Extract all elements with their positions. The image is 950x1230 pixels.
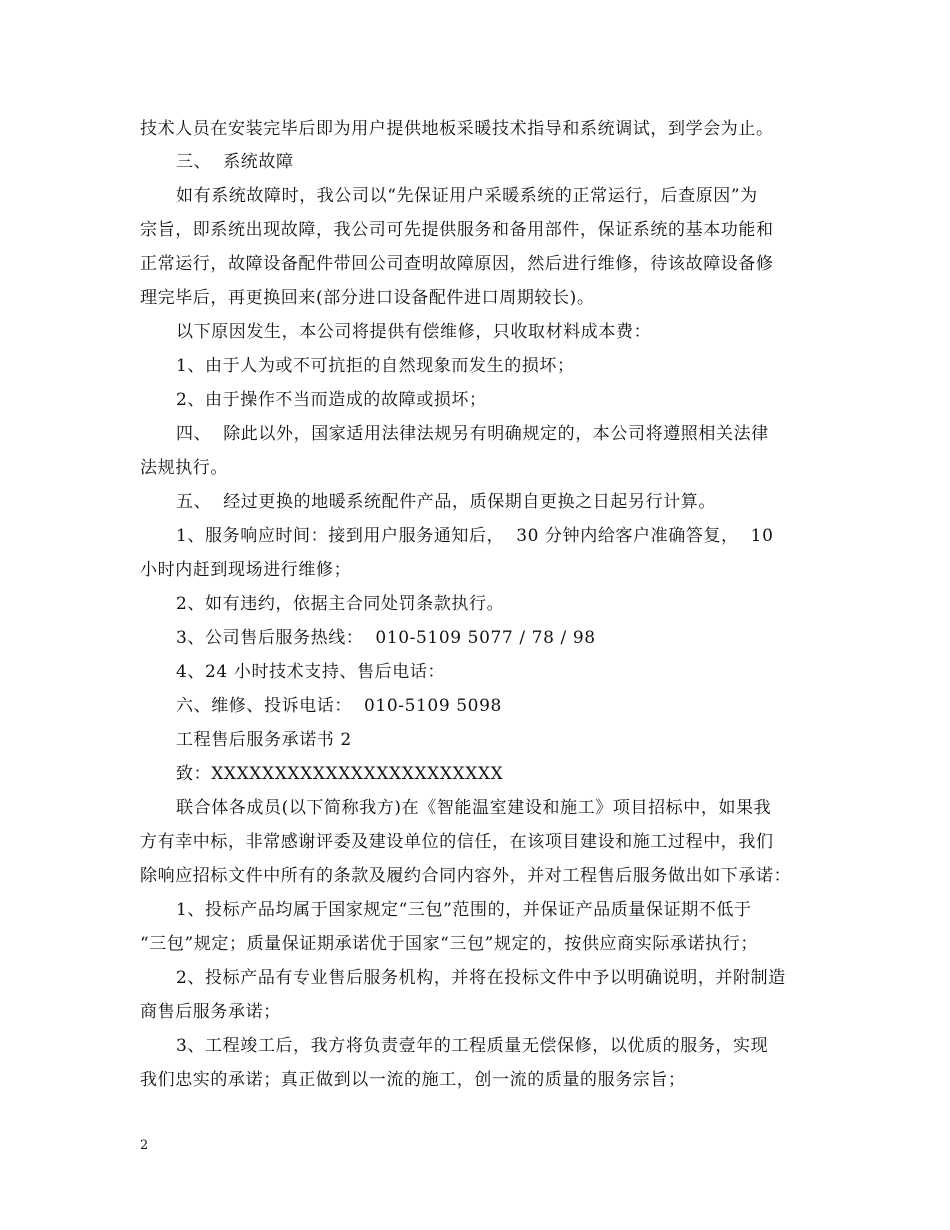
section-heading: 四、 除此以外，国家适用法律法规另有明确规定的，本公司将遵照相关法律 — [176, 424, 769, 444]
text-line: 小时内赶到现场进行维修； — [140, 560, 352, 580]
text-line: 宗旨，即系统出现故障，我公司可先提供服务和备用部件，保证系统的基本功能和 — [140, 220, 774, 240]
document-title: 工程售后服务承诺书 2 — [176, 730, 352, 750]
list-item: 2、如有违约，依据主合同处罚条款执行。 — [176, 594, 505, 614]
text-line: 技术人员在安装完毕后即为用户提供地板采暖技术指导和系统调试，到学会为止。 — [140, 119, 774, 139]
text-line: 我们忠实的承诺；真正做到以一流的施工，创一流的质量的服务宗旨； — [140, 1070, 686, 1090]
text-line: 方有幸中标，非常感谢评委及建设单位的信任，在该项目建设和施工过程中，我们 — [140, 832, 774, 852]
text-line: 以下原因发生，本公司将提供有偿维修，只收取材料成本费： — [176, 322, 652, 342]
text-line: 理完毕后，再更换回来(部分进口设备配件进口周期较长)。 — [140, 288, 595, 308]
text-line: 正常运行，故障设备配件带回公司查明故障原因，然后进行维修，待该故障设备修 — [140, 254, 774, 274]
text-line: “三包”规定；质量保证期承诺优于国家“三包”规定的，按供应商实际承诺执行； — [140, 934, 758, 954]
addressee: 致：XXXXXXXXXXXXXXXXXXXXXXX — [176, 764, 504, 784]
list-item: 3、公司售后服务热线： 010-5109 5077 / 78 / 98 — [176, 628, 596, 648]
section-heading: 六、维修、投诉电话： 010-5109 5098 — [176, 696, 502, 716]
list-item: 4、24 小时技术支持、售后电话： — [176, 662, 446, 682]
text-line: 商售后服务承诺； — [140, 1002, 281, 1022]
text-line: 联合体各成员(以下简称我方)在《智能温室建设和施工》项目招标中，如果我 — [176, 798, 772, 818]
text-line: 如有系统故障时，我公司以“先保证用户采暖系统的正常运行，后查原因”为 — [176, 186, 758, 206]
page-number: 2 — [140, 1138, 149, 1153]
section-heading: 五、 经过更换的地暖系统配件产品，质保期自更换之日起另行计算。 — [176, 492, 717, 512]
list-item: 1、由于人为或不可抗拒的自然现象而发生的损坏； — [176, 356, 575, 376]
text-line: 除响应招标文件中所有的条款及履约合同内容外，并对工程售后服务做出如下承诺： — [140, 866, 792, 886]
list-item: 2、由于操作不当而造成的故障或损坏； — [176, 390, 487, 410]
list-item: 2、投标产品有专业售后服务机构，并将在投标文件中予以明确说明，并附制造 — [176, 968, 786, 988]
list-item: 3、工程竣工后，我方将负责壹年的工程质量无偿保修，以优质的服务，实现 — [176, 1036, 769, 1056]
list-item: 1、投标产品均属于国家规定“三包”范围的，并保证产品质量保证期不低于 — [176, 900, 752, 920]
section-heading: 三、 系统故障 — [176, 152, 294, 172]
list-item: 1、服务响应时间：接到用户服务通知后， 30 分钟内给客户准确答复， 10 — [176, 526, 774, 546]
text-line: 法规执行。 — [140, 458, 228, 478]
